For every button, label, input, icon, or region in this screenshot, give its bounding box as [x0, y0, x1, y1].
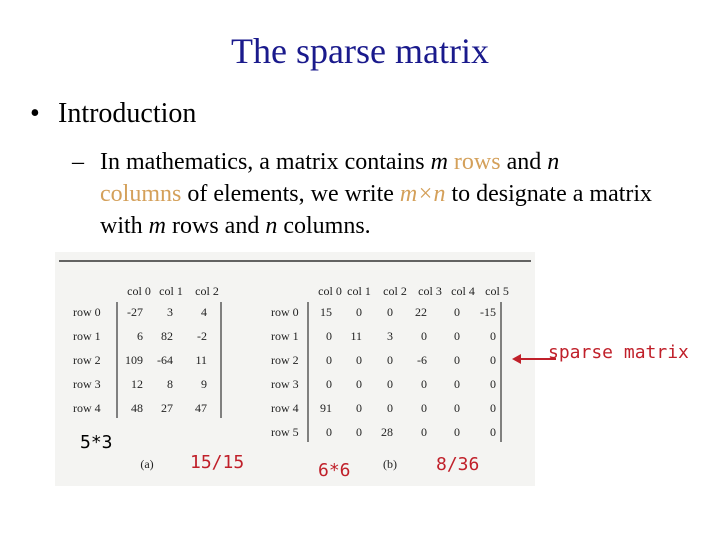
- row-header: row 4: [73, 401, 101, 415]
- matrix-cell: 0: [454, 401, 460, 415]
- highlight-rows: rows: [453, 149, 501, 175]
- matrix-cell: 0: [326, 353, 332, 367]
- matrix-cell: 0: [490, 329, 496, 343]
- matrix-cell: 3: [387, 329, 393, 343]
- definition-paragraph: [72, 146, 692, 242]
- matrix-cell: 0: [356, 425, 362, 439]
- bullet-text: Introduction: [58, 98, 197, 129]
- matrix-cell: 11: [195, 353, 207, 367]
- size-b-note: 6*6: [318, 460, 351, 481]
- column-header: col 1: [347, 284, 371, 298]
- matrix-figure: [55, 252, 535, 486]
- matrix-cell: 0: [387, 377, 393, 391]
- matrix-figure-svg: [55, 252, 535, 486]
- matrix-cell: 0: [387, 353, 393, 367]
- column-header: col 0: [318, 284, 342, 298]
- matrix-cell: 82: [161, 329, 173, 343]
- size-a-note: 5*3: [80, 432, 113, 453]
- column-header: col 0: [127, 284, 151, 298]
- text-part: columns.: [277, 213, 371, 239]
- text-part: rows and: [166, 213, 266, 239]
- text-part: In mathematics, a matrix contains: [100, 149, 431, 175]
- matrix-cell: 11: [350, 329, 362, 343]
- matrix-cell: 0: [387, 401, 393, 415]
- matrix-cell: 9: [201, 377, 207, 391]
- matrix-cell: 28: [381, 425, 393, 439]
- matrix-cell: 0: [356, 401, 362, 415]
- matrix-cell: 3: [167, 305, 173, 319]
- row-header: row 1: [271, 329, 299, 343]
- row-header: row 3: [73, 377, 101, 391]
- matrix-cell: 22: [415, 305, 427, 319]
- matrix-cell: 0: [490, 401, 496, 415]
- matrix-cell: 8: [167, 377, 173, 391]
- matrix-cell: 0: [490, 353, 496, 367]
- text-part: and: [500, 149, 548, 175]
- arrow-icon: [510, 342, 558, 366]
- matrix-cell: 0: [421, 401, 427, 415]
- matrix-cell: 0: [356, 305, 362, 319]
- matrix-cell: -2: [197, 329, 207, 343]
- var-m: m: [430, 149, 448, 175]
- matrix-cell: 27: [161, 401, 173, 415]
- matrix-cell: 4: [201, 305, 207, 319]
- matrix-cell: -6: [417, 353, 427, 367]
- matrix-cell: 0: [454, 425, 460, 439]
- matrix-cell: 0: [421, 329, 427, 343]
- var-n: n: [547, 149, 560, 175]
- sparse-matrix-label: sparse matrix: [548, 342, 689, 363]
- matrix-cell: 0: [326, 329, 332, 343]
- text-part: to designate a matrix with: [100, 181, 653, 239]
- matrix-cell: 0: [356, 377, 362, 391]
- var-m: m: [148, 213, 167, 239]
- matrix-cell: 91: [320, 401, 332, 415]
- matrix-cell: 12: [131, 377, 143, 391]
- matrix-cell: 0: [421, 425, 427, 439]
- bullet-marker: •: [30, 98, 40, 129]
- matrix-cell: 0: [356, 353, 362, 367]
- ratio-b-note: 8/36: [436, 454, 480, 475]
- matrix-cell: 0: [454, 377, 460, 391]
- matrix-cell: 15: [320, 305, 332, 319]
- bullet-introduction: [30, 98, 196, 130]
- definition-text: [100, 146, 692, 242]
- text-part: of elements, we write: [181, 181, 400, 207]
- figure-caption: (b): [383, 457, 397, 471]
- matrix-cell: 0: [490, 425, 496, 439]
- matrix-cell: 0: [387, 305, 393, 319]
- column-header: col 5: [485, 284, 509, 298]
- column-header: col 2: [195, 284, 219, 298]
- row-header: row 0: [271, 305, 299, 319]
- matrix-cell: 47: [195, 401, 207, 415]
- ratio-a-note: 15/15: [190, 452, 245, 473]
- matrix-cell: 109: [125, 353, 143, 367]
- row-header: row 0: [73, 305, 101, 319]
- dash-marker: –: [72, 149, 84, 175]
- matrix-cell: 0: [454, 329, 460, 343]
- matrix-cell: 0: [454, 353, 460, 367]
- matrix-cell: 0: [490, 377, 496, 391]
- var-n: n: [265, 213, 278, 239]
- row-header: row 2: [271, 353, 299, 367]
- matrix-cell: 48: [131, 401, 143, 415]
- column-header: col 2: [383, 284, 407, 298]
- matrix-cell: -27: [127, 305, 143, 319]
- figure-caption: (a): [140, 457, 154, 471]
- matrix-cell: 0: [421, 377, 427, 391]
- matrix-cell: 0: [326, 425, 332, 439]
- matrix-cell: -64: [157, 353, 173, 367]
- row-header: row 2: [73, 353, 101, 367]
- column-header: col 4: [451, 284, 475, 298]
- matrix-cell: 6: [137, 329, 143, 343]
- column-header: col 3: [418, 284, 442, 298]
- column-header: col 1: [159, 284, 183, 298]
- row-header: row 1: [73, 329, 101, 343]
- matrix-cell: -15: [480, 305, 496, 319]
- matrix-cell: 0: [326, 377, 332, 391]
- slide-title: The sparse matrix: [231, 31, 489, 71]
- row-header: row 3: [271, 377, 299, 391]
- row-header: row 5: [271, 425, 299, 439]
- highlight-mxn: m×n: [399, 181, 446, 207]
- row-header: row 4: [271, 401, 299, 415]
- highlight-columns: columns: [100, 181, 182, 207]
- matrix-cell: 0: [454, 305, 460, 319]
